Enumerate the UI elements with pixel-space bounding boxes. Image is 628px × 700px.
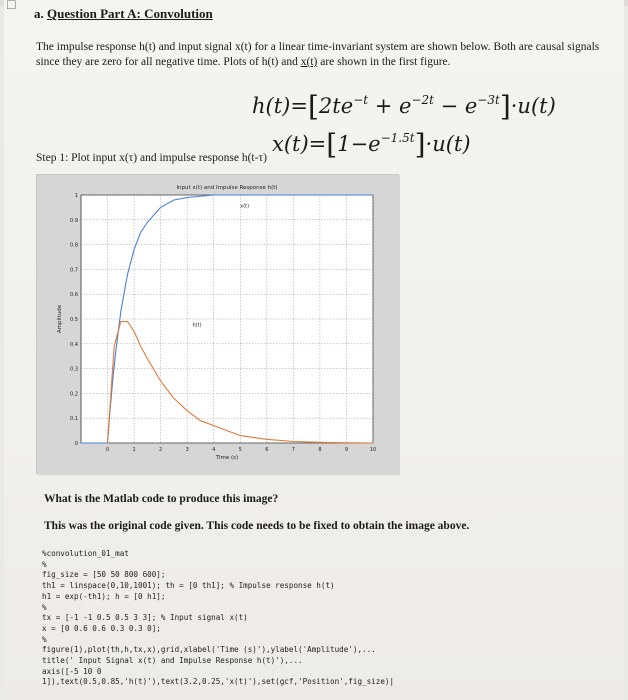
- eq-x-open: [: [326, 128, 338, 161]
- eq-h-term2: + e: [368, 94, 412, 118]
- eq-h-open: [: [307, 90, 319, 123]
- eq-h-exp3: −3t: [477, 93, 500, 107]
- x-tick-label: 8: [318, 447, 322, 453]
- question-text: What is the Matlab code to produce this image?: [44, 493, 279, 505]
- intro-after: are shown in the first figure.: [317, 56, 451, 68]
- x-tick-label: 6: [265, 447, 269, 453]
- y-tick-label: 0.9: [70, 217, 78, 224]
- y-tick-label: 0.4: [70, 341, 78, 348]
- matlab-code-block: [42, 549, 622, 688]
- code-line: tx = [-1 -1 0.5 0.5 3 3]; % Input signal x(t): [42, 613, 248, 623]
- annotation-label: h(t): [192, 322, 202, 329]
- chart-svg: [37, 175, 400, 475]
- eq-x-equals: =: [308, 132, 327, 156]
- code-line: axis([-5 10 0: [42, 666, 102, 676]
- code-line: %: [42, 602, 47, 612]
- y-tick-label: 1: [74, 193, 78, 199]
- step-1-text: Step 1: Plot input x(τ) and impulse response h(t-τ): [36, 152, 267, 164]
- original-code-note: This was the original code given. This code needs to be fixed to obtain the image above.: [44, 520, 470, 532]
- y-tick-label: 0.2: [70, 391, 78, 398]
- y-tick-label: 0.3: [70, 366, 78, 373]
- chart-title: Input x(t) and Impulse Response h(t): [176, 185, 278, 191]
- x-tick-label: 0: [105, 447, 110, 453]
- eq-h-lhs: h(t): [252, 94, 291, 118]
- question-heading: [34, 6, 213, 22]
- x-tick-label: 9: [344, 447, 349, 453]
- eq-x-close: ]: [414, 128, 426, 161]
- checkbox-icon: ☐: [6, 0, 17, 12]
- code-line: h1 = exp(-th1); h = [0 h1];: [42, 591, 166, 601]
- x-tick-label: 4: [212, 447, 216, 453]
- equation-x: [272, 128, 471, 161]
- intro-before: The impulse response h(t) and input signal x(t) for a linear time-invariant system are shown below. Both are causal signals since they are zero for all negative time. Plots of h(t) and: [36, 41, 600, 68]
- y-tick-label: 0.1: [70, 416, 78, 423]
- y-tick-label: 0.8: [70, 242, 78, 249]
- eq-x-exp1: −1.5t: [380, 131, 415, 145]
- x-tick-label: 10: [369, 447, 377, 453]
- code-line: 1]),text(0.5,0.85,'h(t)'),text(3.2,0.25,'x(t)'),set(gcf,'Position',fig_size)|: [42, 677, 395, 687]
- y-tick-label: 0: [74, 441, 78, 447]
- code-line: fig_size = [50 50 800 600];: [42, 570, 166, 580]
- code-line: %: [42, 559, 47, 569]
- matlab-figure: [36, 174, 399, 474]
- annotation-label: x(t): [240, 203, 250, 210]
- x-tick-label: 3: [185, 447, 189, 453]
- x-tick-label: 7: [291, 447, 295, 453]
- eq-h-exp2: −2t: [411, 93, 434, 107]
- code-line: %convolution_01_mat: [42, 549, 129, 558]
- y-tick-label: 0.5: [70, 317, 78, 323]
- y-tick-label: 0.7: [70, 267, 78, 274]
- plot-area: [81, 195, 373, 443]
- equation-h: [252, 90, 556, 123]
- code-line: title(' Input Signal x(t) and Impulse Response h(t)'),...: [42, 656, 303, 666]
- x-axis-label: Time (s): [215, 455, 239, 461]
- intro-xt: x(t): [300, 56, 318, 68]
- eq-x-term1: 1−e: [337, 132, 381, 156]
- heading-title: Question Part A: Convolution: [47, 6, 213, 21]
- eq-h-term1: 2te: [318, 94, 354, 118]
- eq-x-lhs: x(t): [272, 132, 309, 156]
- eq-h-term3: − e: [433, 94, 478, 118]
- y-tick-label: 0.6: [70, 292, 78, 299]
- code-line: figure(1),plot(th,h,tx,x),grid,xlabel('Time (s)'),ylabel('Amplitude'),...: [42, 645, 376, 655]
- intro-paragraph: [36, 40, 606, 70]
- y-axis-label: Amplitude: [57, 304, 63, 334]
- eq-h-exp1: −t: [353, 93, 369, 107]
- eq-x-tail: ·u(t): [425, 132, 471, 156]
- code-line: x = [0 0.6 0.6 0.3 0.3 0];: [42, 623, 161, 633]
- x-tick-label: 1: [132, 447, 136, 453]
- x-tick-label: 5: [238, 447, 242, 453]
- code-line: %: [42, 634, 47, 644]
- code-line: th1 = linspace(0,10,1001); th = [0 th1]; % Impulse response h(t): [42, 581, 335, 591]
- x-tick-label: 2: [159, 447, 163, 453]
- eq-h-close: ]: [499, 90, 511, 123]
- eq-h-equals: =: [290, 94, 308, 118]
- eq-h-tail: ·u(t): [510, 94, 556, 118]
- heading-prefix: a.: [34, 6, 44, 21]
